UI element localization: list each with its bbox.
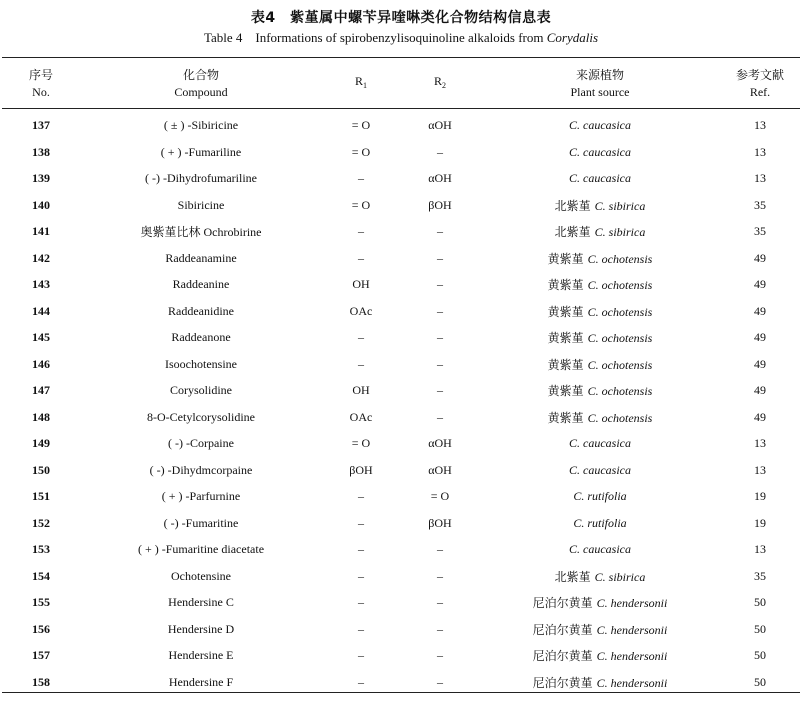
cell-source-species: C. hendersonii <box>596 675 668 690</box>
cell-ref: 49 <box>754 409 766 424</box>
cell-source <box>480 510 720 537</box>
table-row <box>2 457 800 484</box>
cell-source-species: C. caucasica <box>569 542 631 557</box>
cell-r1: = O <box>351 118 371 132</box>
cell-compound: Isoochotensine <box>165 356 237 371</box>
table-row <box>2 108 800 139</box>
table-title-en-genus: Corydalis <box>546 30 599 45</box>
cell-source <box>480 669 720 696</box>
cell-source <box>480 166 720 193</box>
cell-source-cn: 北紫堇 <box>554 569 591 584</box>
header-r2-base: R <box>433 74 442 88</box>
cell-compound: ( -) -Corpaine <box>168 436 234 451</box>
cell-compound: Raddeanine <box>172 277 230 292</box>
cell-r2: – <box>437 224 443 239</box>
cell-ref: 50 <box>754 595 766 610</box>
cell-r1: – <box>358 621 364 636</box>
cell-r2: – <box>437 595 443 610</box>
cell-r1: βOH <box>349 462 373 477</box>
header-ref <box>720 59 800 108</box>
cell-source-species: C. hendersonii <box>596 622 668 637</box>
cell-no: 154 <box>32 568 50 583</box>
cell-compound: Corysolidine <box>170 383 232 398</box>
cell-source-species: C. caucasica <box>569 118 631 132</box>
cell-no: 150 <box>32 462 50 477</box>
cell-source-cn: 黄紫堇 <box>547 251 584 266</box>
cell-r2: – <box>437 568 443 583</box>
alkaloid-table <box>2 59 800 696</box>
cell-no: 142 <box>32 250 50 265</box>
table-title-cn: 表4 紫堇属中螺苄异喹啉类化合物结构信息表 <box>250 10 552 26</box>
cell-no: 144 <box>32 303 50 318</box>
header-compound-cn: 化合物 <box>182 67 219 82</box>
cell-source-cn: 北紫堇 <box>554 198 591 213</box>
cell-compound: ( -) -Fumaritine <box>163 515 239 530</box>
cell-r1: = O <box>351 144 371 159</box>
cell-r1: – <box>358 674 364 689</box>
cell-r2: – <box>437 621 443 636</box>
cell-compound: Raddeanone <box>171 330 231 345</box>
cell-source-cn: 尼泊尔黄堇 <box>532 622 593 637</box>
cell-compound: Raddeanidine <box>168 303 234 318</box>
header-no-cn: 序号 <box>28 67 53 82</box>
cell-source-species: C. ochotensis <box>587 251 653 266</box>
header-r2 <box>400 59 480 108</box>
cell-source-cn: 尼泊尔黄堇 <box>532 596 593 611</box>
cell-source-cn: 北紫堇 <box>554 225 591 240</box>
cell-source <box>480 108 720 139</box>
cell-ref: 49 <box>754 277 766 292</box>
cell-source-cn: 尼泊尔黄堇 <box>532 675 593 690</box>
cell-r1: – <box>358 648 364 663</box>
cell-source <box>480 404 720 431</box>
cell-no: 153 <box>32 542 50 557</box>
cell-source-species: C. sibirica <box>594 569 646 584</box>
cell-source <box>480 590 720 617</box>
cell-r1: – <box>358 171 364 186</box>
cell-compound: Hendersine F <box>168 674 234 689</box>
table-row <box>2 669 800 696</box>
cell-compound: Hendersine D <box>167 621 235 636</box>
cell-ref: 49 <box>754 250 766 265</box>
cell-compound: ( + ) -Fumariline <box>160 144 242 159</box>
table-title-en <box>0 27 802 49</box>
cell-r2: αOH <box>428 171 452 186</box>
cell-no: 139 <box>32 171 50 186</box>
cell-no: 140 <box>32 197 50 212</box>
cell-r1: – <box>358 542 364 557</box>
table-row <box>2 563 800 590</box>
cell-source <box>480 431 720 458</box>
cell-no: 152 <box>32 515 50 530</box>
cell-ref: 49 <box>754 383 766 398</box>
table-row <box>2 404 800 431</box>
cell-compound: ( -) -Dihydrofumariline <box>145 171 257 186</box>
cell-no: 143 <box>32 277 50 292</box>
cell-compound: 8-O-Cetylcorysolidine <box>147 409 255 424</box>
cell-source-species: C. caucasica <box>569 462 631 477</box>
cell-source-species: C. ochotensis <box>587 384 653 399</box>
cell-source-cn: 黄紫堇 <box>547 357 584 372</box>
header-source-cn: 来源植物 <box>575 67 624 82</box>
cell-no: 138 <box>32 144 50 159</box>
cell-r1: – <box>358 568 364 583</box>
table-row <box>2 378 800 405</box>
cell-source-species: C. hendersonii <box>596 596 668 611</box>
cell-source <box>480 563 720 590</box>
table-title-en-prefix: Table 4 Informations of spirobenzylisoquinoline alkaloids from <box>203 30 547 45</box>
cell-r2: βOH <box>428 515 452 530</box>
cell-source-species: C. hendersonii <box>596 649 668 664</box>
cell-r1: – <box>358 250 364 265</box>
cell-r2: – <box>437 356 443 371</box>
cell-source-species: C. caucasica <box>569 436 631 451</box>
cell-source <box>480 537 720 564</box>
cell-ref: 49 <box>754 303 766 318</box>
table-row <box>2 643 800 670</box>
cell-r2: – <box>437 277 443 292</box>
cell-source-species: C. caucasica <box>569 171 631 186</box>
cell-source <box>480 245 720 272</box>
cell-r1: OAc <box>349 409 373 424</box>
cell-no: 156 <box>32 621 50 636</box>
cell-source-species: C. ochotensis <box>587 410 653 425</box>
cell-compound: ( ± ) -Sibiricine <box>163 118 239 132</box>
cell-compound: ( + ) -Fumaritine diacetate <box>137 542 265 557</box>
table-row <box>2 484 800 511</box>
cell-r2: – <box>437 144 443 159</box>
cell-r1: – <box>358 330 364 345</box>
cell-r2: – <box>437 409 443 424</box>
cell-source-species: C. ochotensis <box>587 357 653 372</box>
cell-r2: – <box>437 648 443 663</box>
cell-source-cn: 黄紫堇 <box>547 331 584 346</box>
cell-source-cn: 黄紫堇 <box>547 304 584 319</box>
cell-r1: = O <box>351 436 371 451</box>
cell-no: 151 <box>32 489 50 504</box>
table-row <box>2 510 800 537</box>
header-ref-cn: 参考文献 <box>735 67 784 82</box>
cell-source-species: C. sibirica <box>594 225 646 240</box>
cell-ref: 19 <box>754 489 766 504</box>
cell-ref: 13 <box>754 542 766 557</box>
cell-r2: – <box>437 542 443 557</box>
table-row <box>2 431 800 458</box>
header-r1 <box>322 59 400 108</box>
cell-ref: 13 <box>754 436 766 451</box>
cell-ref: 13 <box>754 118 766 132</box>
cell-r2: αOH <box>428 436 452 451</box>
cell-ref: 35 <box>754 197 766 212</box>
cell-r2: – <box>437 674 443 689</box>
cell-no: 146 <box>32 356 50 371</box>
cell-source <box>480 616 720 643</box>
cell-no: 158 <box>32 674 50 689</box>
header-compound <box>80 59 322 108</box>
cell-source-species: C. sibirica <box>594 198 646 213</box>
cell-ref: 13 <box>754 144 766 159</box>
cell-compound: Hendersine C <box>168 595 234 610</box>
cell-compound: Sibiricine <box>177 197 225 212</box>
cell-source-cn: 黄紫堇 <box>547 410 584 425</box>
cell-source-cn: 尼泊尔黄堇 <box>532 649 593 664</box>
cell-ref: 49 <box>754 356 766 371</box>
cell-source <box>480 219 720 246</box>
cell-no: 147 <box>32 383 50 398</box>
cell-r1: OH <box>352 277 370 292</box>
table-row <box>2 537 800 564</box>
table-row <box>2 139 800 166</box>
table-row <box>2 325 800 352</box>
cell-source <box>480 325 720 352</box>
cell-compound: ( + ) -Parfurnine <box>161 489 241 504</box>
cell-ref: 35 <box>754 568 766 583</box>
cell-source-species: C. ochotensis <box>587 278 653 293</box>
cell-no: 148 <box>32 409 50 424</box>
cell-source <box>480 457 720 484</box>
cell-no: 137 <box>32 118 50 132</box>
cell-no: 155 <box>32 595 50 610</box>
header-source <box>480 59 720 108</box>
cell-r1: – <box>358 595 364 610</box>
header-r1-sub: 1 <box>363 81 367 90</box>
cell-r1: – <box>358 515 364 530</box>
cell-ref: 35 <box>754 224 766 239</box>
header-no-en: No. <box>32 84 50 99</box>
header-ref-en: Ref. <box>749 84 771 99</box>
cell-source-cn: 黄紫堇 <box>547 384 584 399</box>
cell-ref: 19 <box>754 515 766 530</box>
cell-source-species: C. rutifolia <box>573 515 627 530</box>
cell-r2: – <box>437 330 443 345</box>
table-row <box>2 351 800 378</box>
cell-r2: αOH <box>428 118 452 132</box>
header-compound-en: Compound <box>174 84 228 99</box>
cell-r2: – <box>437 383 443 398</box>
cell-r2: – <box>437 303 443 318</box>
cell-compound: Ochotensine <box>171 568 231 583</box>
cell-source <box>480 272 720 299</box>
table-row <box>2 166 800 193</box>
cell-source <box>480 298 720 325</box>
cell-ref: 49 <box>754 330 766 345</box>
cell-r1: – <box>358 356 364 371</box>
cell-r1: – <box>358 489 364 504</box>
table-row <box>2 616 800 643</box>
cell-compound: Hendersine E <box>168 648 234 663</box>
cell-ref: 50 <box>754 674 766 689</box>
cell-r2: αOH <box>428 462 452 477</box>
header-no <box>2 59 80 108</box>
cell-ref: 13 <box>754 462 766 477</box>
header-row <box>2 59 800 108</box>
table-row <box>2 219 800 246</box>
table-row <box>2 272 800 299</box>
cell-source-species: C. rutifolia <box>573 489 627 504</box>
cell-ref: 50 <box>754 648 766 663</box>
cell-compound: 奥紫堇比林 Ochrobirine <box>140 225 262 240</box>
cell-compound: ( -) -Dihydmcorpaine <box>149 462 253 477</box>
cell-source-species: C. caucasica <box>569 144 631 159</box>
cell-source <box>480 139 720 166</box>
table-row <box>2 245 800 272</box>
cell-ref: 13 <box>754 171 766 186</box>
cell-source-cn: 黄紫堇 <box>547 278 584 293</box>
header-source-en: Plant source <box>570 84 630 99</box>
cell-source <box>480 484 720 511</box>
cell-no: 141 <box>32 224 50 239</box>
cell-source <box>480 643 720 670</box>
cell-r1: OH <box>352 383 370 398</box>
cell-r2: βOH <box>428 197 452 212</box>
cell-no: 157 <box>32 648 50 663</box>
table-body <box>2 108 800 696</box>
cell-r1: – <box>358 224 364 239</box>
cell-compound: Raddeanamine <box>165 250 237 265</box>
cell-r2: – <box>437 250 443 265</box>
table-row <box>2 192 800 219</box>
cell-source-species: C. ochotensis <box>587 304 653 319</box>
cell-source <box>480 378 720 405</box>
cell-ref: 50 <box>754 621 766 636</box>
table-row <box>2 590 800 617</box>
cell-source <box>480 192 720 219</box>
cell-source-species: C. ochotensis <box>587 331 653 346</box>
cell-r1: = O <box>351 197 371 212</box>
cell-source <box>480 351 720 378</box>
cell-no: 149 <box>32 436 50 451</box>
top-rule <box>2 57 800 58</box>
cell-no: 145 <box>32 330 50 345</box>
header-r1-base: R <box>354 74 363 88</box>
cell-r1: OAc <box>349 303 373 318</box>
header-r2-sub: 2 <box>442 81 446 90</box>
cell-r2: = O <box>430 489 450 504</box>
table-row <box>2 298 800 325</box>
